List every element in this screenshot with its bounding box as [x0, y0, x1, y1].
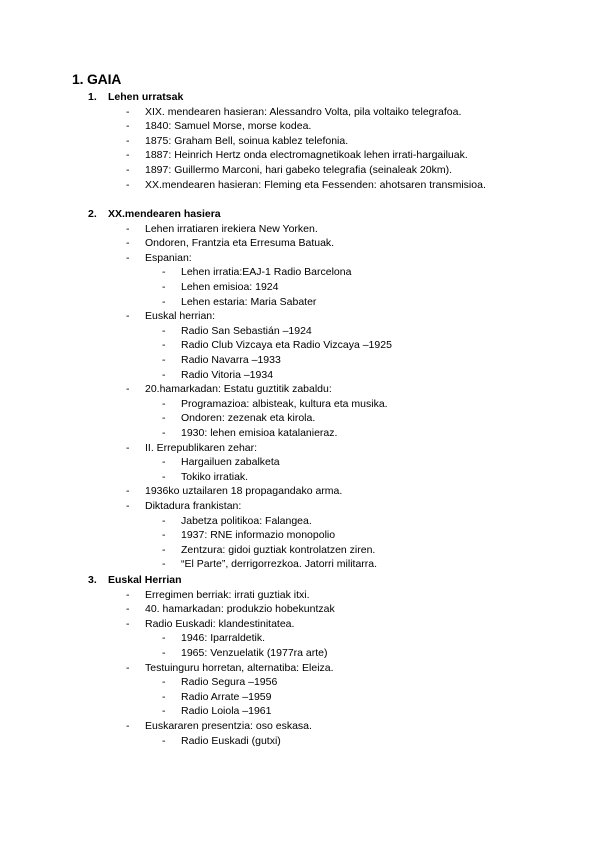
- list-item-text: 1840: Samuel Morse, morse kodea.: [145, 120, 312, 133]
- bullet-dash: -: [126, 500, 130, 512]
- bullet-dash: -: [162, 339, 166, 352]
- sub-list-item-text: Ondoren: zezenak eta kirola.: [181, 412, 316, 425]
- list-item: [126, 662, 334, 675]
- list-item-text: 20.hamarkadan: Estatu guztitik zabaldu:: [145, 383, 332, 396]
- sub-list-item: [162, 544, 375, 557]
- list-item: [126, 106, 461, 119]
- section-number: 2.: [88, 208, 97, 220]
- sub-list-item-text: Radio Euskadi (gutxi): [181, 734, 281, 747]
- sub-list-item-text: Lehen irratia:EAJ-1 Radio Barcelona: [181, 266, 352, 279]
- bullet-dash: -: [126, 383, 130, 396]
- list-item: [126, 618, 294, 631]
- sub-list-item: [162, 515, 312, 528]
- sub-list-item: [162, 266, 351, 279]
- sub-list-item: [162, 427, 337, 440]
- bullet-dash: -: [126, 720, 130, 732]
- list-item-text: 40. hamarkadan: produkzio hobekuntzak: [145, 603, 335, 616]
- sub-list-item-text: Radio San Sebastián –1924: [181, 324, 312, 337]
- list-item-text: II. Errepublikaren zehar:: [145, 441, 258, 454]
- list-item: [126, 589, 310, 602]
- section-title-text: XX.mendearen hasiera: [108, 208, 221, 220]
- sub-list-item-text: Tokiko irratiak.: [181, 470, 249, 483]
- sub-list-item: [162, 691, 271, 704]
- bullet-dash: -: [162, 456, 166, 469]
- bullet-dash: -: [126, 222, 130, 235]
- bullet-dash: -: [126, 617, 130, 630]
- bullet-dash: -: [162, 281, 166, 293]
- bullet-dash: -: [126, 134, 130, 147]
- bullet-dash: -: [162, 543, 166, 556]
- list-item: [126, 223, 318, 236]
- sub-list-item: [162, 354, 281, 367]
- bullet-dash: -: [162, 676, 166, 689]
- list-item-text: Ondoren, Frantzia eta Erresuma Batuak.: [145, 237, 335, 250]
- bullet-dash: -: [162, 397, 166, 410]
- bullet-dash: -: [162, 647, 166, 659]
- sub-list-item-text: 1946: Iparraldetik.: [181, 632, 266, 645]
- list-item: [126, 310, 215, 323]
- sub-list-item-text: Jabetza politikoa: Falangea.: [181, 514, 312, 527]
- list-item-text: XX.mendearen hasieran: Fleming eta Fessenden: ahotsaren transmisioa.: [145, 178, 486, 191]
- list-item: [126, 603, 335, 616]
- list-item: [126, 237, 334, 250]
- sub-list-item-text: 1930: lehen emisioa katalanieraz.: [181, 427, 338, 439]
- bullet-dash: -: [162, 354, 166, 366]
- sub-list-item-text: Radio Navarra –1933: [181, 354, 281, 366]
- bullet-dash: -: [126, 310, 130, 323]
- sub-list-item: [162, 339, 392, 352]
- sub-list-item: [162, 325, 312, 338]
- bullet-dash: -: [162, 632, 166, 645]
- bullet-dash: -: [126, 251, 130, 264]
- sub-list-item-text: Radio Loiola –1961: [181, 705, 272, 718]
- bullet-dash: -: [162, 427, 166, 439]
- sub-list-item-text: Programazioa: albisteak, kultura eta musika.: [181, 397, 388, 410]
- list-item-text: 1875: Graham Bell, soinua kablez telefonia.: [145, 134, 349, 147]
- sub-list-item: [162, 647, 328, 660]
- list-item-text: Testuinguru horretan, alternatiba: Eleiza.: [145, 661, 334, 674]
- section-title: [88, 91, 183, 104]
- list-item: [126, 149, 468, 162]
- sub-list-item: [162, 369, 273, 382]
- sub-list-item: [162, 456, 280, 469]
- bullet-dash: -: [162, 266, 166, 279]
- list-item-text: Espanian:: [145, 251, 192, 264]
- sub-list-item: [162, 632, 265, 645]
- list-item: [126, 500, 241, 513]
- section-title: [88, 208, 221, 221]
- list-item: [126, 135, 348, 148]
- bullet-dash: -: [162, 324, 166, 337]
- section-title: [88, 574, 182, 587]
- bullet-dash: -: [162, 690, 166, 703]
- list-item: [126, 120, 311, 133]
- bullet-dash: -: [162, 470, 166, 483]
- sub-list-item: [162, 705, 272, 718]
- sub-list-item-text: Hargailuen zabalketa: [181, 456, 280, 469]
- list-item-text: Radio Euskadi: klandestinitatea.: [145, 617, 295, 630]
- sub-list-item-text: Zentzura: gidoi guztiak kontrolatzen ziren.: [181, 543, 376, 556]
- sub-list-item-text: Radio Arrate –1959: [181, 690, 272, 703]
- section-title-text: Euskal Herrian: [108, 574, 182, 586]
- sub-list-item: [162, 471, 248, 484]
- sub-list-item-text: Lehen estaria: Maria Sabater: [181, 295, 317, 308]
- list-item-text: Diktadura frankistan:: [145, 500, 242, 512]
- bullet-dash: -: [162, 412, 166, 425]
- sub-list-item-text: “El Parte”, derrigorrezkoa. Jatorri militarra.: [181, 558, 378, 571]
- sub-list-item-text: 1937: RNE informazio monopolio: [181, 529, 336, 542]
- list-item: [126, 252, 192, 265]
- sub-list-item-text: Radio Club Vizcaya eta Radio Vizcaya –1925: [181, 339, 392, 352]
- bullet-dash: -: [126, 178, 130, 191]
- list-item: [126, 179, 486, 192]
- section-title-text: Lehen urratsak: [108, 91, 184, 103]
- sub-list-item-text: Radio Vitoria –1934: [181, 368, 274, 381]
- list-item: [126, 383, 332, 396]
- bullet-dash: -: [126, 120, 130, 133]
- bullet-dash: -: [126, 661, 130, 674]
- page-title: 1. GAIA: [72, 71, 122, 87]
- list-item: [126, 164, 452, 177]
- bullet-dash: -: [162, 529, 166, 542]
- section-number: 1.: [88, 91, 97, 103]
- sub-list-item-text: Lehen emisioa: 1924: [181, 281, 279, 293]
- section-number: 3.: [88, 574, 97, 586]
- sub-list-item: [162, 398, 388, 411]
- bullet-dash: -: [162, 295, 166, 308]
- bullet-dash: -: [126, 588, 130, 601]
- sub-list-item: [162, 558, 377, 571]
- list-item-text: Euskararen presentzia: oso eskasa.: [145, 720, 312, 732]
- bullet-dash: -: [126, 164, 130, 176]
- list-item-text: Erregimen berriak: irrati guztiak itxi.: [145, 588, 310, 601]
- list-item-text: Euskal herrian:: [145, 310, 216, 323]
- list-item-text: Lehen irratiaren irekiera New Yorken.: [145, 222, 318, 235]
- list-item-text: 1936ko uztailaren 18 propagandako arma.: [145, 485, 343, 498]
- list-item: [126, 485, 342, 498]
- bullet-dash: -: [126, 105, 130, 118]
- list-item: [126, 720, 312, 733]
- sub-list-item: [162, 296, 316, 309]
- sub-list-item: [162, 412, 315, 425]
- bullet-dash: -: [162, 734, 166, 747]
- sub-list-item: [162, 676, 277, 689]
- list-item-text: 1887: Heinrich Hertz onda electromagnetikoak lehen irrati-hargailuak.: [145, 149, 468, 162]
- bullet-dash: -: [126, 237, 130, 250]
- sub-list-item-text: 1965: Venzuelatik (1977ra arte): [181, 647, 328, 659]
- sub-list-item: [162, 281, 279, 294]
- bullet-dash: -: [162, 514, 166, 527]
- list-item-text: 1897: Guillermo Marconi, hari gabeko telegrafia (seinaleak 20km).: [145, 164, 452, 176]
- sub-list-item-text: Radio Segura –1956: [181, 676, 278, 689]
- bullet-dash: -: [162, 368, 166, 381]
- bullet-dash: -: [126, 603, 130, 616]
- sub-list-item: [162, 735, 281, 748]
- list-item-text: XIX. mendearen hasieran: Alessandro Volta, pila voltaiko telegrafoa.: [145, 105, 462, 118]
- bullet-dash: -: [162, 705, 166, 718]
- bullet-dash: -: [162, 558, 166, 571]
- bullet-dash: -: [126, 441, 130, 454]
- bullet-dash: -: [126, 149, 130, 162]
- list-item: [126, 442, 257, 455]
- bullet-dash: -: [126, 485, 130, 498]
- sub-list-item: [162, 529, 335, 542]
